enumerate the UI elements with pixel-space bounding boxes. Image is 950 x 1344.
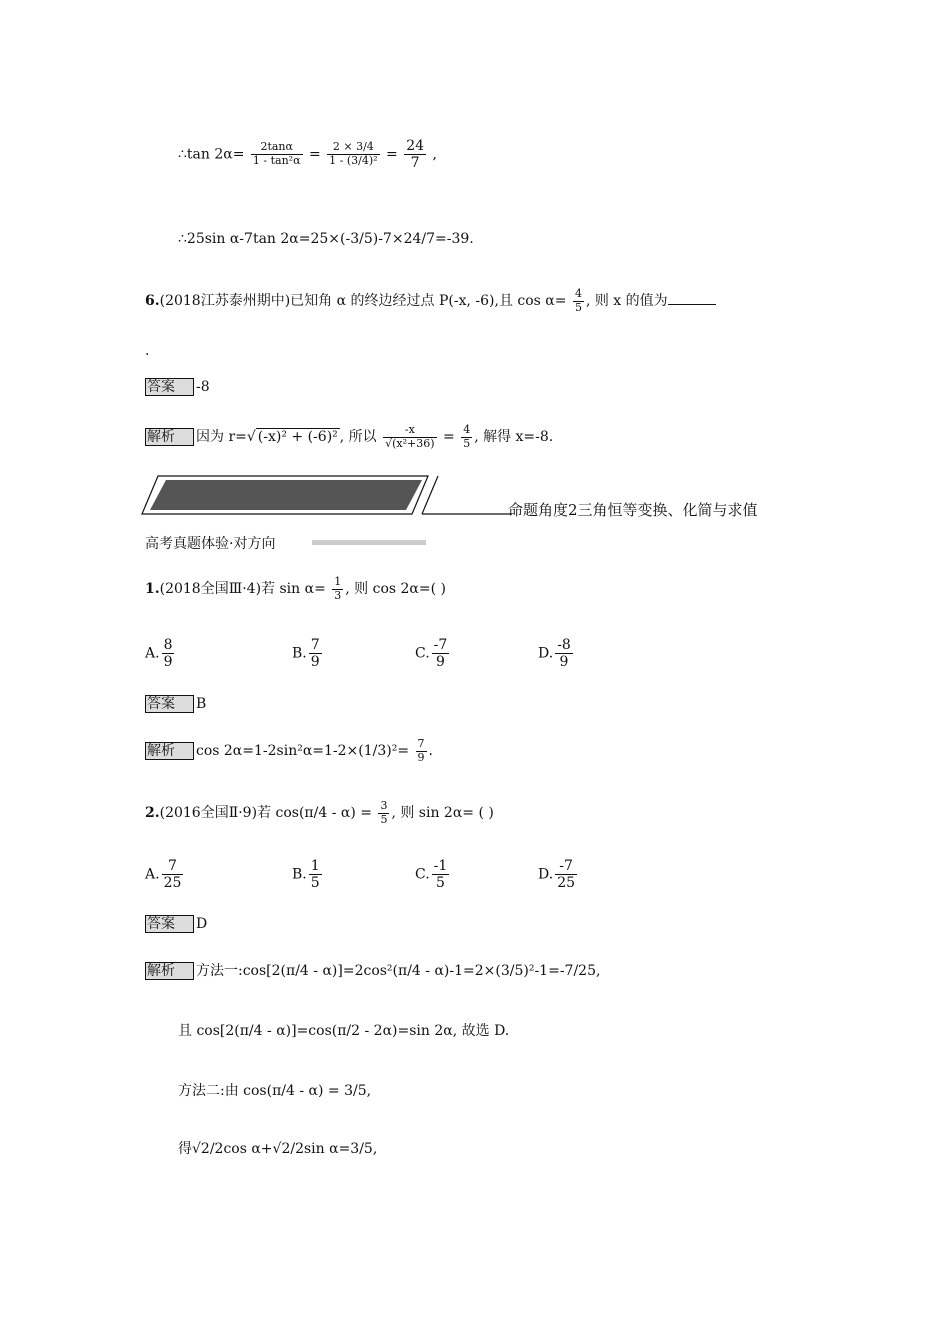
fraction: $\frac{7}{9}$	[310, 637, 320, 671]
fraction: $\frac{24}{7}$	[406, 138, 425, 172]
fraction: $\frac{-x}{\text{√(x²+36)}}$	[385, 423, 435, 450]
section-banner	[140, 474, 520, 518]
option-c: C. $\frac{-1}{5}$	[415, 858, 448, 892]
subtitle-rule	[312, 540, 426, 545]
fraction: $\frac{4}{5}$	[463, 423, 471, 450]
fraction: $\frac{7}{25}$	[163, 858, 182, 892]
fraction: $\frac{-7}{9}$	[433, 637, 448, 671]
answer-2: 答案 D	[147, 916, 208, 932]
question-6-period: .	[145, 343, 150, 359]
answer-label: 答案	[145, 915, 194, 933]
fraction: $\frac{-1}{5}$	[433, 858, 448, 892]
option-c: C. $\frac{-7}{9}$	[415, 637, 448, 671]
question-6: 6.(2018江苏泰州期中)已知角 α 的终边经过点 P(-x, -6),且 cos α= $\frac{4}{5}$ , 则 x 的值为	[145, 288, 716, 314]
analysis-2-method-1: 解析 方法一:cos[2(π/4 - α)]=2cos²(π/4 - α)-1=2×(3/5)²-1=-7/25,	[147, 963, 601, 979]
question-1: 1.(2018全国Ⅲ·4)若 sin α= $\frac{1}{3}$ , 则 cos 2α=( )	[145, 575, 446, 602]
answer-blank	[668, 304, 716, 305]
fraction: $\frac{3}{5}$	[380, 799, 388, 826]
analysis-label: 解析	[145, 962, 194, 980]
eq-result: ∴25sin α-7tan 2α=25×(-3/5)-7×24/7=-39.	[178, 231, 474, 247]
answer-1: 答案 B	[147, 696, 207, 712]
analysis-1: 解析 cos 2α=1-2sin²α=1-2×(1/3)²= $\frac{7}{9}$ .	[147, 737, 433, 764]
analysis-label: 解析	[145, 428, 194, 446]
option-b: B. $\frac{1}{5}$	[292, 858, 320, 892]
fraction: $\frac{8}{9}$	[163, 637, 173, 671]
option-a: A. $\frac{7}{25}$	[145, 858, 182, 892]
fraction: $\frac{1}{5}$	[310, 858, 320, 892]
answer-label: 答案	[145, 695, 194, 713]
option-d: D. $\frac{-7}{25}$	[538, 858, 576, 892]
analysis-2-line-4: 得√2/2cos α+√2/2sin α=3/5,	[178, 1141, 378, 1157]
fraction: $\frac{2 \times 3/4}{\text{1 - (3/4)²}}$	[329, 140, 378, 168]
fraction: $\frac{-8}{9}$	[557, 637, 571, 671]
option-d: D. $\frac{-8}{9}$	[538, 637, 571, 671]
analysis-6: 解析 因为 r=√ (-x)² + (-6)² , 所以 $\frac{-x}{\text{√(x²+36)}}$ = $\frac{4}{5}$ , 解得 x=-8.	[147, 423, 554, 450]
section-subtitle: 高考真题体验·对方向	[145, 536, 276, 552]
fraction: $\frac{4}{5}$	[574, 287, 582, 314]
fraction: $\frac{7}{9}$	[417, 737, 425, 764]
analysis-label: 解析	[145, 742, 194, 760]
fraction: $\frac{1}{3}$	[334, 575, 342, 602]
fraction: $\frac{2\tan\alpha}{\text{1 - tan²α}}$	[252, 140, 301, 168]
answer-6: 答案 -8	[147, 379, 210, 395]
answer-label: 答案	[145, 378, 194, 396]
fraction: $\frac{-7}{25}$	[557, 858, 576, 892]
eq-tan2a: ∴tan 2α= $\frac{2\tan\alpha}{\text{1 - tan²α}}$ = $\frac{2 \times 3/4}{\text{1 - (3/4)²}}$ = $\frac{24}{7}$ ,	[178, 138, 437, 172]
analysis-2-method-2: 方法二:由 cos(π/4 - α) = 3/5,	[178, 1083, 372, 1099]
question-2: 2.(2016全国Ⅱ·9)若 cos(π/4 - α) = $\frac{3}{5}$ , 则 sin 2α= ( )	[145, 799, 494, 826]
option-b: B. $\frac{7}{9}$	[292, 637, 320, 671]
section-title: 命题角度2三角恒等变换、化简与求值	[508, 501, 758, 519]
option-a: A. $\frac{8}{9}$	[145, 637, 173, 671]
analysis-2-line-2: 且 cos[2(π/4 - α)]=cos(π/2 - 2α)=sin 2α, 故选 D.	[178, 1023, 510, 1039]
